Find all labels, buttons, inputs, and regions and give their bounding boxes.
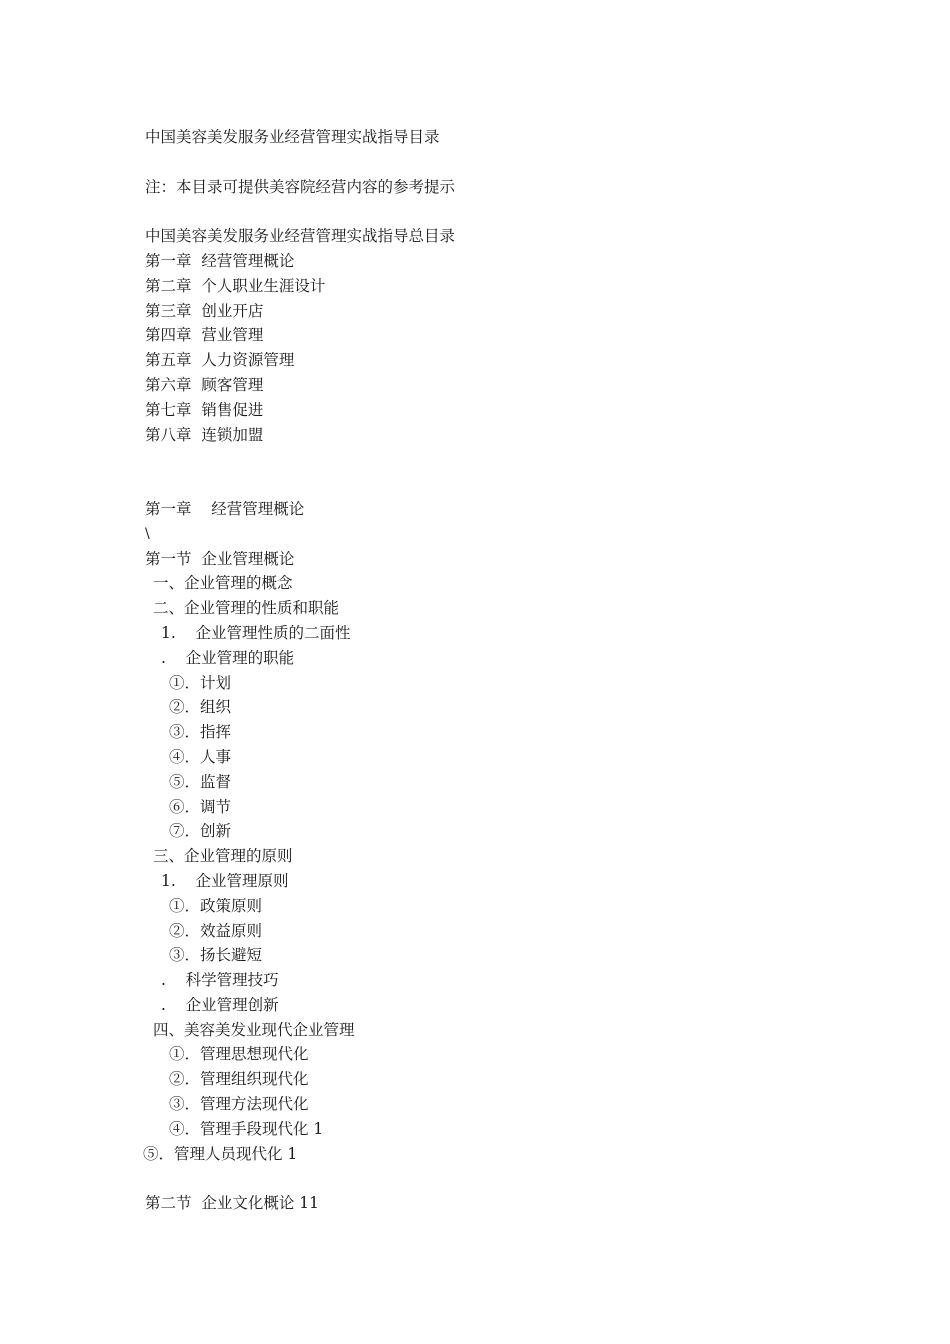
spacer [145, 199, 845, 224]
list-item: ①．管理思想现代化 [169, 1045, 309, 1064]
modern-list [145, 1042, 845, 1141]
list-item: ②．组织 [169, 698, 232, 717]
chapter-item: 第六章 顾客管理 [145, 375, 264, 394]
document-note: 注：本目录可提供美容院经营内容的参考提示 [145, 177, 456, 196]
outline-item: 二、企业管理的性质和职能 [153, 599, 340, 618]
outline-item: 三、企业管理的原则 [153, 847, 293, 866]
backslash-mark: \ [145, 525, 150, 542]
chapter-item: 第五章 人力资源管理 [145, 351, 295, 370]
list-item: ②．效益原则 [169, 921, 263, 940]
chapter1-heading: 第一章 经营管理概论 [145, 499, 305, 518]
chapter-item: 第三章 创业开店 [145, 301, 264, 320]
outline-item: 四、美容美发业现代企业管理 [153, 1020, 355, 1039]
chapter-item: 第四章 营业管理 [145, 326, 264, 345]
list-item: ④．人事 [169, 747, 232, 766]
spacer [145, 447, 845, 497]
spacer [145, 1166, 845, 1191]
principles-list [145, 894, 845, 968]
chapter-list [145, 249, 845, 447]
chapter-item: 第一章 经营管理概论 [145, 251, 295, 270]
spacer [145, 150, 845, 175]
list-item: ⑤．监督 [169, 772, 232, 791]
section1 [145, 547, 845, 1167]
outline-item: 一、企业管理的概念 [153, 574, 293, 593]
list-item: ⑤．管理人员现代化 1 [143, 1144, 298, 1163]
list-item: ⑦．创新 [169, 822, 232, 841]
list-item: ⑥．调节 [169, 797, 232, 816]
document-page [145, 125, 845, 1216]
chapter-item: 第七章 销售促进 [145, 400, 264, 419]
list-item: ②．管理组织现代化 [169, 1070, 309, 1089]
functions-list [145, 671, 845, 845]
document-title: 中国美容美发服务业经营管理实战指导目录 [145, 128, 440, 146]
list-item: ③．扬长避短 [169, 946, 263, 965]
list-item: ①．政策原则 [169, 896, 263, 915]
summary-title: 中国美容美发服务业经营管理实战指导总目录 [145, 227, 456, 246]
section1-heading: 第一节 企业管理概论 [145, 549, 295, 568]
outline-subitem: 1. 企业管理原则 [161, 871, 289, 890]
outline-subitem: . 企业管理创新 [161, 995, 279, 1014]
list-item: ③．管理方法现代化 [169, 1095, 309, 1114]
section2-heading: 第二节 企业文化概论 11 [145, 1194, 320, 1213]
list-item: ④．管理手段现代化 1 [169, 1119, 324, 1138]
outline-subitem: . 科学管理技巧 [161, 971, 279, 990]
outline-subitem: 1. 企业管理性质的二面性 [161, 623, 351, 642]
list-item: ③．指挥 [169, 723, 232, 742]
outline-subitem: . 企业管理的职能 [161, 648, 295, 667]
chapter-item: 第八章 连锁加盟 [145, 425, 264, 444]
chapter-item: 第二章 个人职业生涯设计 [145, 276, 326, 295]
list-item: ①．计划 [169, 673, 232, 692]
